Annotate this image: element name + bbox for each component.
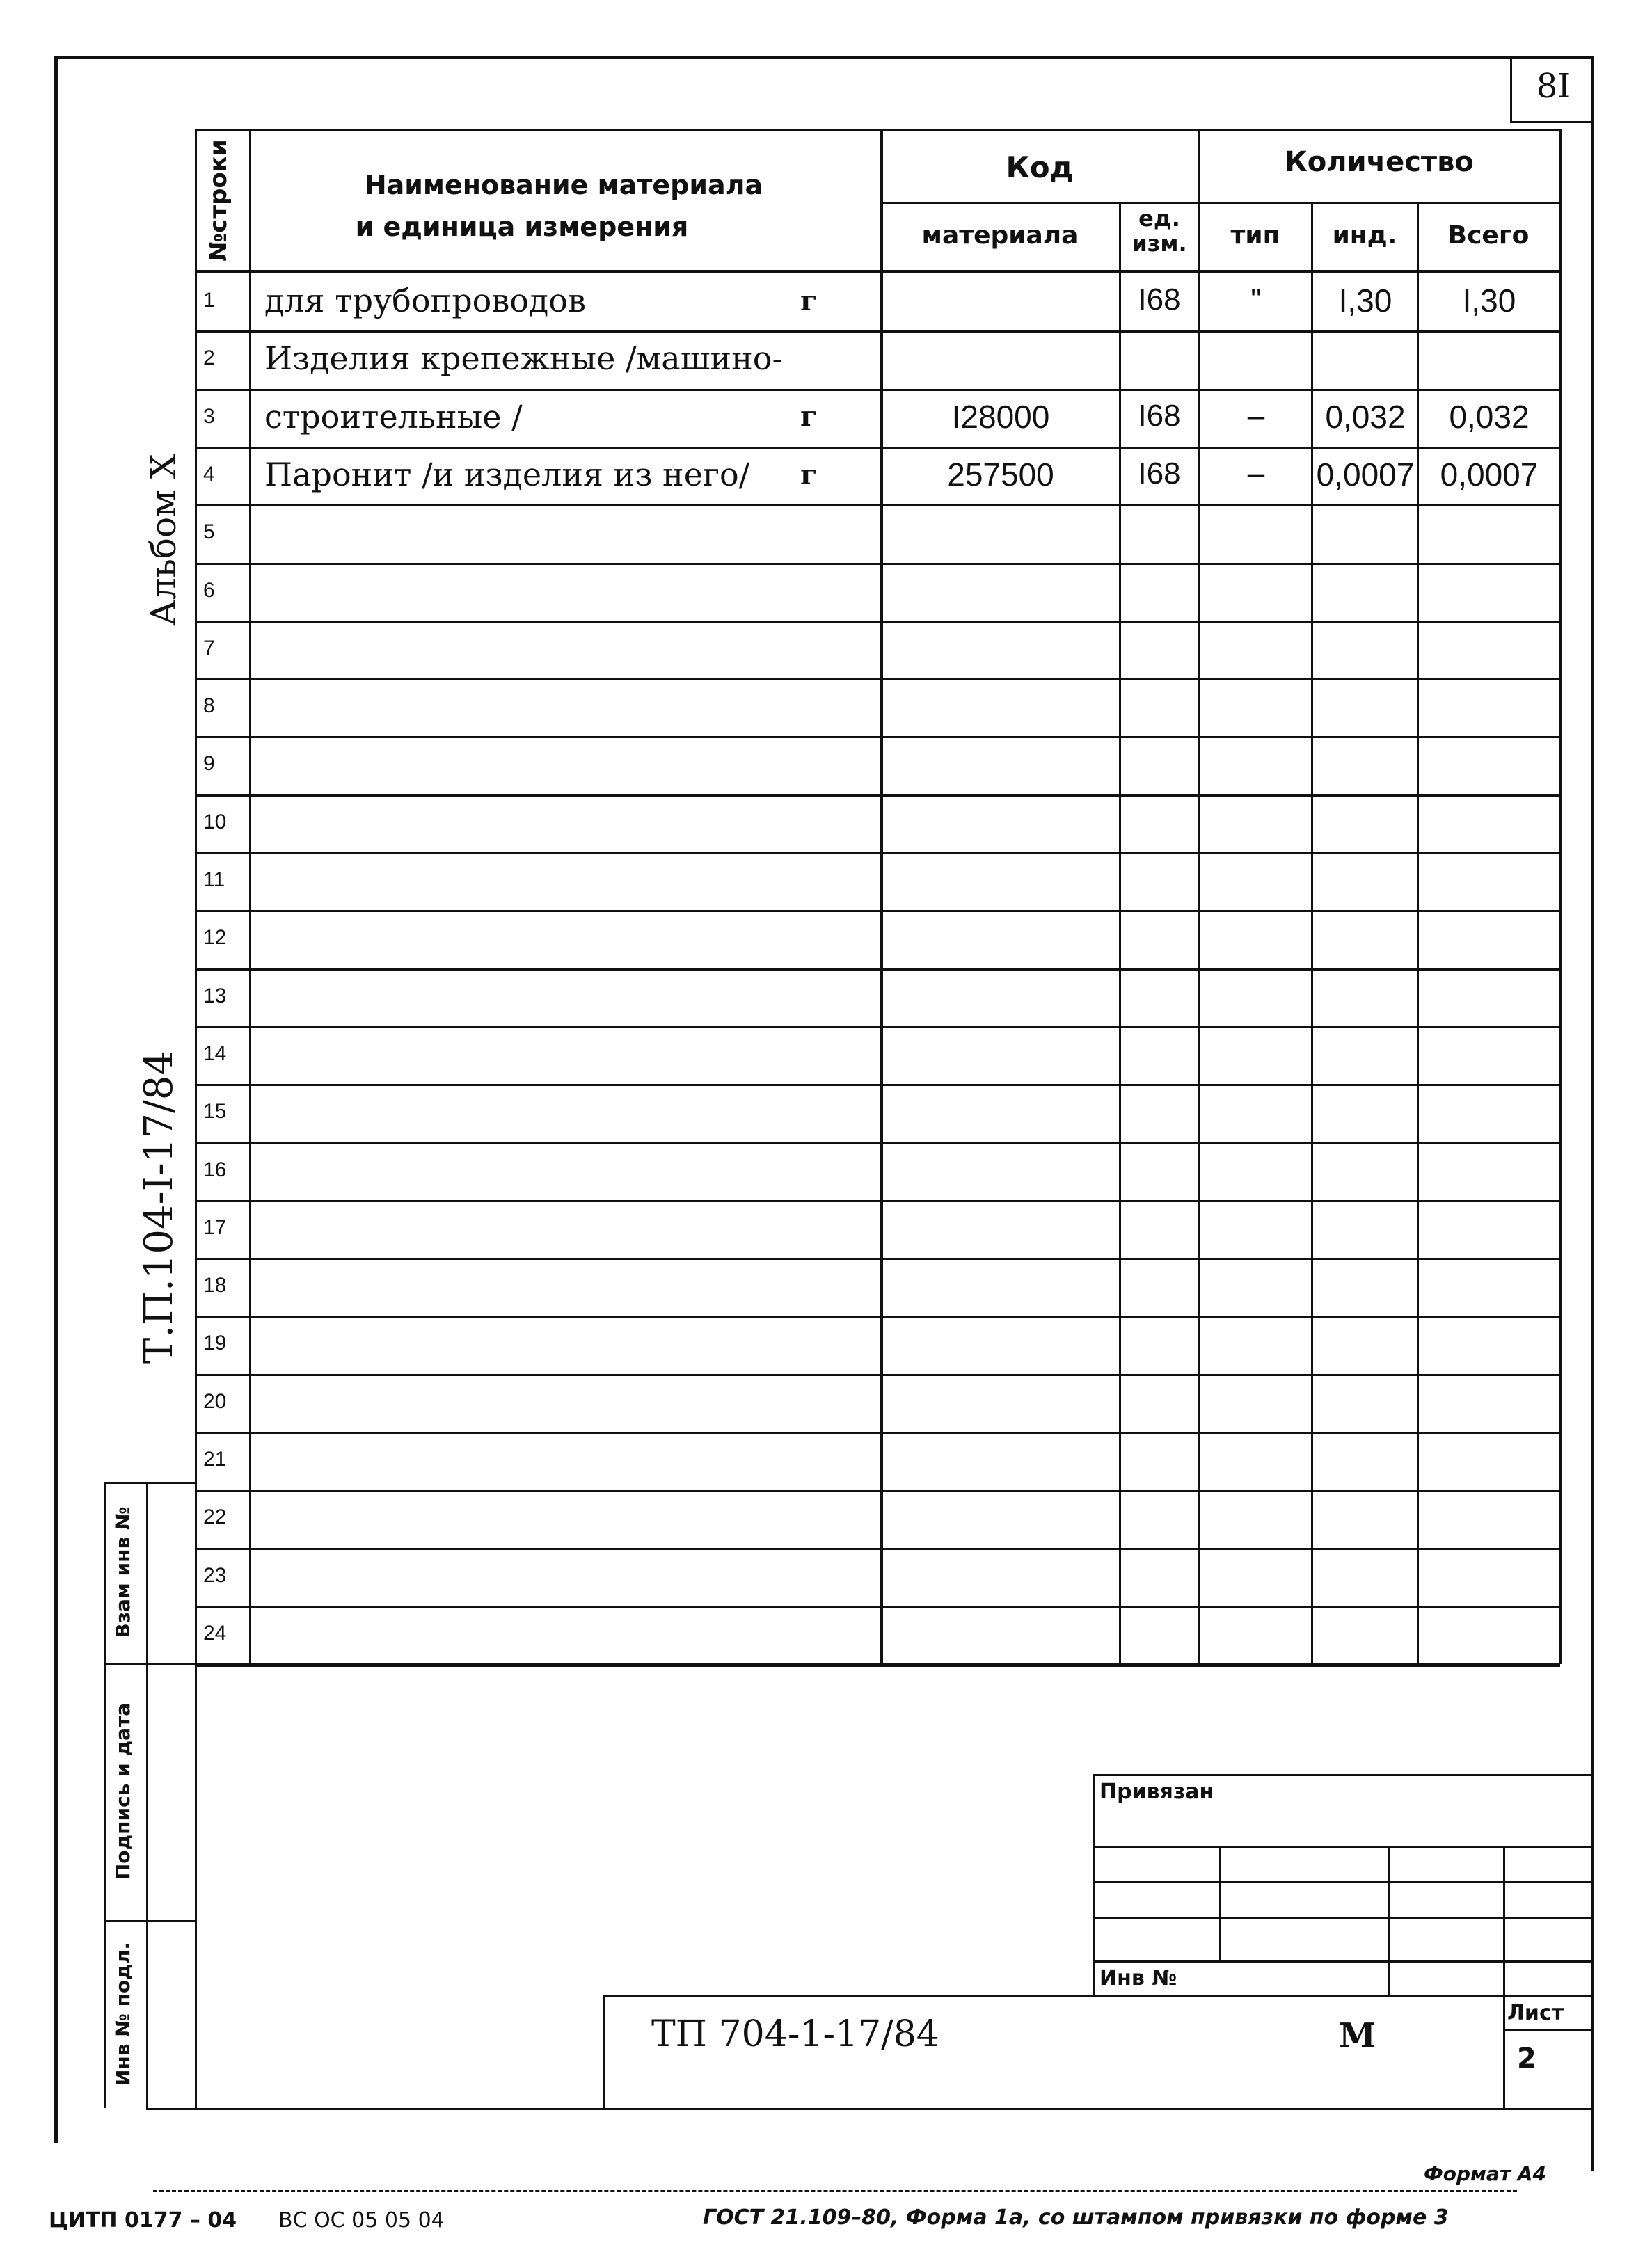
side-label-album: Альбом X [143,454,184,626]
stamp-v2 [1388,1846,1390,1997]
sheet-number: 8I [1536,67,1571,106]
col-divider-rowno [249,129,251,1664]
stamp-line1 [1093,1846,1592,1848]
row-divider [195,852,1560,854]
col-divider-type [1311,202,1313,1664]
table-cell-n: 23 [203,1563,227,1587]
footer-gost: ГОСТ 21.109–80, Форма 1а, со штампом привязки по форме 3 [703,2205,1449,2230]
table-cell-n: 6 [203,578,215,602]
stamp-line4 [1093,1960,1592,1963]
table-cell-n: 24 [203,1621,227,1645]
table-cell-name: для трубопроводов [264,282,586,320]
sheet-label: Лист [1507,2001,1564,2025]
table-cell-name: Паронит /и изделия из него/ [264,456,750,494]
row-divider [195,910,1560,912]
margin-label-inv: Инв № подл. [111,1942,134,2086]
table-cell-unit: I68 [1138,398,1181,433]
table-cell-ind: 0,0007 [1316,456,1415,493]
table-cell-n: 1 [203,289,215,312]
table-cell-n: 16 [203,1158,227,1181]
header-unit: ед. изм. [1131,205,1187,257]
stamp-v3 [1503,1846,1505,2108]
table-cell-n: 14 [203,1041,227,1065]
table-cell-n: 10 [203,810,227,833]
footer-dashed-line [153,2190,1517,2192]
row-divider [195,1432,1560,1434]
table-cell-n: 7 [203,636,215,660]
title-block-left [603,1995,605,2109]
table-cell-ind: I,30 [1338,282,1392,319]
header-row-number: №строки [205,139,232,262]
row-divider [195,504,1560,506]
margin-box-right [146,1482,148,2108]
stamp-top [1093,1774,1592,1776]
table-cell-type: – [1247,398,1265,433]
row-divider [195,1374,1560,1376]
sheet-value: 2 [1517,2043,1536,2075]
table-cell-n: 17 [203,1215,227,1239]
table-cell-u: г [800,400,818,433]
table-cell-type: " [1250,282,1262,317]
table-cell-n: 21 [203,1448,227,1471]
table-cell-n: 20 [203,1389,227,1413]
table-left-border [195,129,197,1664]
frame-right [1591,56,1594,2171]
col-divider-ind [1417,202,1419,1664]
table-cell-n: 3 [203,404,215,428]
footer-mid-code: ВС ОС 05 05 04 [278,2208,445,2233]
row-divider [195,1548,1560,1550]
row-divider [195,794,1560,797]
document-letter: М [1339,2016,1376,2055]
table-right-border [1559,129,1562,1664]
table-cell-name: строительные / [264,397,523,436]
table-cell-total: 0,0007 [1440,456,1539,493]
inner-left-border [195,1664,197,2109]
header-type: тип [1230,221,1280,250]
row-divider [195,389,1560,391]
header-subdivider [880,202,1560,204]
table-cell-total: 0,032 [1449,398,1530,435]
table-cell-u: г [800,458,818,491]
row-divider [195,1316,1560,1318]
document-code: ТП 704-1-17/84 [651,2013,939,2055]
margin-label-signature: Подпись и дата [111,1702,134,1880]
table-cell-unit: I68 [1138,282,1181,317]
sheet-number-box-bottom [1510,121,1592,123]
header-ind: инд. [1332,221,1397,250]
stamp-privyazan: Привязан [1099,1780,1214,1804]
frame-left [54,56,58,2143]
col-divider-unit [1198,129,1200,1664]
table-cell-u: г [800,284,818,317]
row-divider [195,736,1560,738]
header-quantity: Количество [1285,146,1474,178]
table-cell-n: 19 [203,1332,227,1355]
table-cell-type: – [1247,456,1265,491]
row-divider [195,1142,1560,1144]
stamp-line3 [1093,1917,1592,1919]
table-cell-code: I28000 [951,398,1050,435]
row-divider [195,1026,1560,1028]
row-divider [195,968,1560,971]
row-divider [195,1490,1560,1492]
col-divider-code [1119,202,1121,1664]
header-material: материала [921,221,1079,250]
table-cell-n: 2 [203,346,215,370]
table-cell-n: 13 [203,984,227,1007]
table-cell-n: 4 [203,462,215,486]
header-code: Код [1006,150,1074,184]
table-cell-ind: 0,032 [1325,398,1406,435]
header-name-line2: и единица измерения [355,211,689,242]
header-total: Всего [1447,221,1530,250]
table-cell-n: 8 [203,694,215,718]
frame-top [56,56,1594,59]
footer-left-code: ЦИТП 0177 – 04 [49,2208,237,2233]
table-cell-total: I,30 [1462,282,1516,319]
row-divider [195,678,1560,680]
row-divider [195,563,1560,565]
margin-label-vzam: Взам инв № [111,1506,134,1638]
col-divider-name [880,129,883,1664]
table-cell-n: 22 [203,1506,227,1529]
stamp-v1 [1219,1846,1221,1962]
row-divider [195,1606,1560,1608]
row-divider [195,1258,1560,1260]
row-divider [195,1663,1560,1667]
side-label-project: Т.П.104-I-17/84 [136,1050,182,1364]
table-cell-unit: I68 [1138,456,1181,491]
table-cell-name: Изделия крепежные /машино- [264,340,784,378]
title-block-sheet-div [1503,2029,1592,2031]
title-block-top [603,1995,1592,1997]
row-divider [195,1200,1560,1202]
row-divider [195,330,1560,333]
table-cell-code: 257500 [947,456,1054,493]
row-divider [195,447,1560,449]
stamp-left [1093,1774,1095,1997]
table-cell-n: 9 [203,752,215,776]
sheet-number-box-left [1510,56,1512,122]
table-top-border [195,129,1560,131]
stamp-line2 [1093,1881,1592,1883]
row-divider [195,621,1560,623]
table-cell-n: 5 [203,520,215,544]
table-cell-n: 18 [203,1274,227,1297]
table-cell-n: 15 [203,1100,227,1124]
table-cell-n: 11 [203,868,225,892]
stamp-inv-no: Инв № [1099,1966,1177,1990]
margin-box-left [104,1482,106,2108]
row-divider [195,1084,1560,1086]
header-bottom-border [195,270,1560,273]
footer-format: Формат А4 [1424,2162,1546,2185]
inner-bottom-border [146,2108,1592,2110]
header-name-line1: Наименование материала [364,170,763,200]
table-cell-n: 12 [203,926,227,950]
